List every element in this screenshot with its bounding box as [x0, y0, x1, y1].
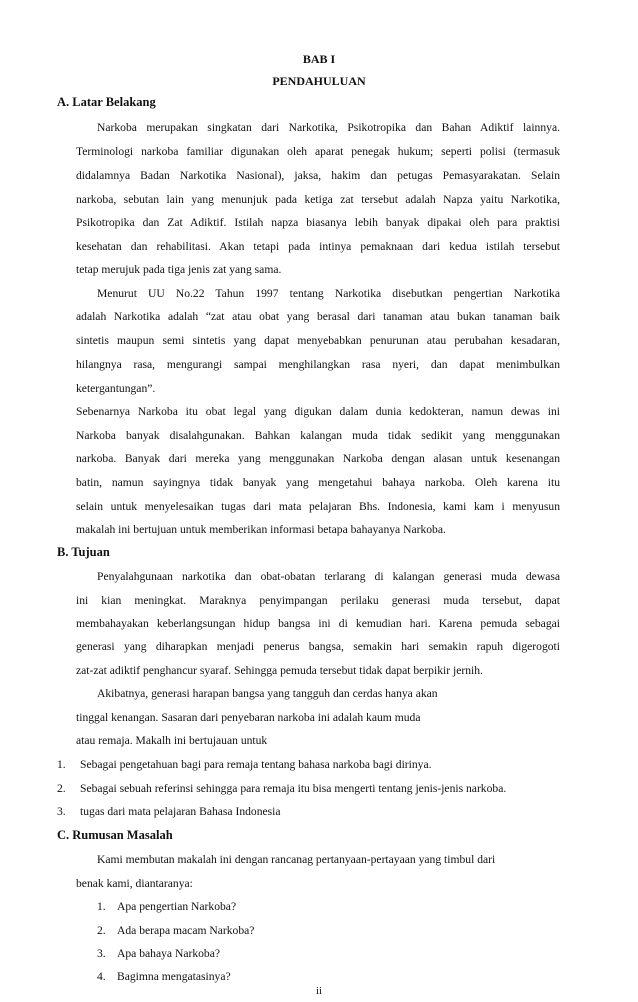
text-line: hilangnya rasa, mengurangi sampai menghilangkan rasa nyeri, dan dapat menimbulkan	[76, 358, 560, 371]
text-line: zat-zat adiktif penghancur syaraf. Sehingga pemuda tersebut tidak dapat berpikir jernih.	[76, 664, 483, 677]
text-line: generasi yang diharapkan menjadi penerus bangsa, semakin hari semakin rapuh digerogoti	[76, 640, 560, 653]
list-number: 1.	[57, 758, 66, 771]
text-line: Menurut UU No.22 Tahun 1997 tentang Narkotika disebutkan pengertian Narkotika	[97, 287, 560, 300]
text-line: didalamnya Badan Narkotika Nasional), jaksa, hakim dan petugas Pemasyarakatan. Selain	[76, 169, 560, 182]
list-item: Sebagai sebuah referinsi sehingga para remaja itu bisa mengerti tentang jenis-jenis narkoba.	[80, 782, 507, 795]
text-line: makalah ini bertujuan untuk memberikan informasi betapa bahayanya Narkoba.	[76, 523, 446, 536]
text-line: tetap merujuk pada tiga jenis zat yang sama.	[76, 263, 282, 276]
list-item: Ada berapa macam Narkoba?	[117, 924, 255, 937]
list-number: 3.	[57, 805, 66, 818]
list-number: 3.	[97, 947, 106, 960]
list-number: 2.	[97, 924, 106, 937]
text-line: narkoba. Banyak dari mereka yang menggunakan Narkoba dengan alasan untuk kesenangan	[76, 452, 560, 465]
text-line: Narkoba merupakan singkatan dari Narkotika, Psikotropika dan Bahan Adiktif lainnya.	[97, 121, 560, 134]
section-b-heading: B. Tujuan	[57, 545, 110, 559]
text-line: Narkoba banyak disalahgunakan. Bahkan kalangan muda tidak sedikit yang menggunakan	[76, 429, 560, 442]
text-line: ketergantungan”.	[76, 382, 156, 395]
text-line: Sebenarnya Narkoba itu obat legal yang digukan dalam dunia kedokteran, namun dewas ini	[76, 405, 560, 418]
section-c-heading: C. Rumusan Masalah	[57, 828, 173, 842]
text-line: narkoba, sebutan lain yang menunjuk pada ketiga zat tersebut adalah Napza yaitu Narkotika,	[76, 193, 560, 206]
section-a-heading: A. Latar Belakang	[57, 95, 156, 109]
list-number: 4.	[97, 970, 106, 983]
text-line: Penyalahgunaan narkotika dan obat-obatan terlarang di kalangan generasi muda dewasa	[97, 570, 560, 583]
text-line: ini kian meningkat. Maraknya penyimpangan perilaku generasi muda tersebut, dapat	[76, 594, 560, 607]
list-item: Sebagai pengetahuan bagi para remaja tentang bahasa narkoba bagi dirinya.	[80, 758, 432, 771]
chapter-label: BAB I	[302, 52, 336, 66]
text-line: Kami membutan makalah ini dengan rancanag pertanyaan-pertayaan yang timbul dari	[97, 853, 496, 866]
list-item: Bagimna mengatasinya?	[117, 970, 231, 983]
list-item: tugas dari mata pelajaran Bahasa Indonesia	[80, 805, 281, 818]
text-line: Terminologi narkoba familiar digunakan oleh aparat penegak hukum; seperti polisi (termasuk	[76, 145, 560, 158]
text-line: Psikotropika dan Zat Adiktif. Istilah napza biasanya lebih banyak dipakai oleh para praktisi	[76, 216, 560, 229]
list-number: 2.	[57, 782, 66, 795]
text-line: membahayakan keberlangsungan hidup bangsa ini di kemudian hari. Karena pemuda sebagai	[76, 617, 560, 630]
text-line: Akibatnya, generasi harapan bangsa yang tangguh dan cerdas hanya akan	[97, 687, 438, 700]
text-line: tinggal kenangan. Sasaran dari penyebaran narkoba ini adalah kaum muda	[76, 711, 421, 724]
page-number: ii	[315, 985, 323, 997]
text-line: adalah Narkotika adalah “zat atau obat yang berasal dari tanaman atau bukan tanaman baik	[76, 310, 560, 323]
text-line: atau remaja. Makalh ini bertujauan untuk	[76, 734, 268, 747]
list-item: Apa bahaya Narkoba?	[117, 947, 221, 960]
chapter-title: PENDAHULUAN	[272, 74, 366, 88]
list-item: Apa pengertian Narkoba?	[117, 900, 237, 913]
list-number: 1.	[97, 900, 106, 913]
text-line: sintetis maupun semi sintetis yang dapat menyebabkan penurunan atau perubahan kesadaran,	[76, 334, 560, 347]
text-line: batin, namun sayingnya tidak banyak yang mengetahui bahaya narkoba. Oleh karena itu	[76, 476, 560, 489]
text-line: selain untuk menyelesaikan tugas dari mata pelajaran Bhs. Indonesia, kami kam i menyusun	[76, 500, 560, 513]
text-line: benak kami, diantaranya:	[76, 877, 193, 890]
text-line: kesehatan dan rehabilitasi. Akan tetapi pada intinya pemaknaan dari kedua istilah tersebut	[76, 240, 560, 253]
